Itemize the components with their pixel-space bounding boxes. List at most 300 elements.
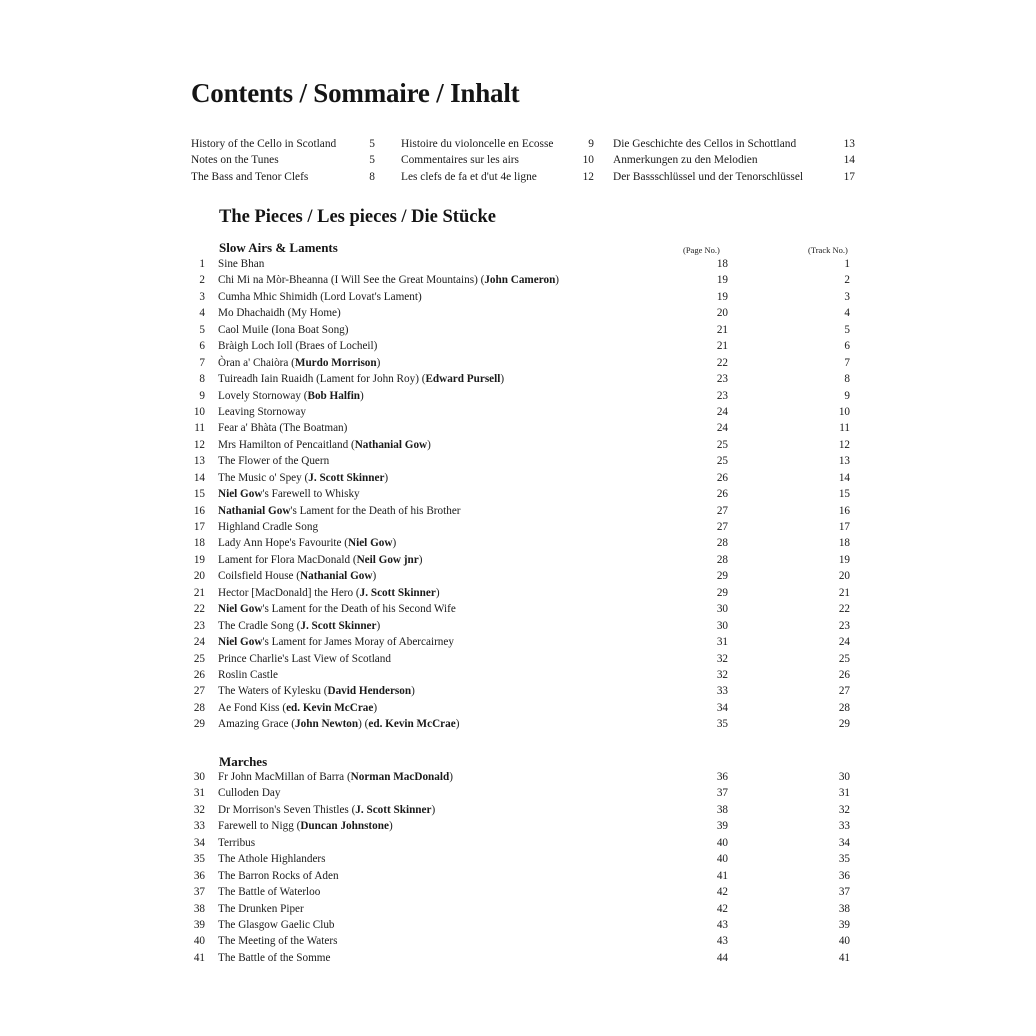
front-matter-page: 5 [369, 138, 375, 150]
front-matter-label: History of the Cello in Scotland [191, 138, 337, 150]
piece-row [186, 406, 856, 422]
composer-name: J. Scott Skinner [300, 619, 377, 632]
piece-title [218, 837, 255, 849]
piece-number: 3 [199, 290, 205, 303]
front-matter-entry [191, 152, 381, 168]
piece-title [218, 406, 306, 418]
piece-number: 29 [193, 718, 205, 731]
piece-number: 38 [193, 902, 205, 915]
piece-title [218, 603, 456, 615]
piece-track-number: 17 [838, 521, 850, 533]
piece-row [186, 853, 856, 869]
piece-number: 11 [194, 422, 205, 435]
title-text: ) [427, 438, 431, 451]
piece-title [218, 488, 360, 500]
piece-track-number: 1 [844, 258, 850, 270]
piece-track-number: 36 [838, 869, 850, 882]
title-text: Lovely Stornoway ( [218, 389, 308, 402]
title-text: Highland Cradle Song [218, 521, 319, 533]
piece-title [218, 554, 422, 566]
composer-name: Neil Gow jnr [356, 553, 419, 566]
title-text: Chi Mi na Mòr-Bheanna (I Will See the Great Mountains) ( [218, 274, 485, 287]
title-text: Fear a' Bhàta (The Boatman) [218, 422, 348, 435]
piece-track-number: 11 [839, 422, 850, 435]
title-text: ) [376, 619, 381, 632]
piece-title [218, 820, 393, 832]
piece-track-number: 37 [838, 886, 850, 899]
piece-track-number: 28 [838, 701, 850, 714]
piece-track-number: 8 [844, 373, 850, 386]
front-matter-label: Die Geschichte des Cellos in Schottland [613, 138, 797, 150]
piece-track-number: 2 [844, 274, 850, 287]
piece-track-number: 20 [838, 570, 850, 583]
piece-number: 1 [199, 258, 205, 270]
title-text: Lady Ann Hope's Favourite ( [218, 537, 349, 550]
composer-name: John Cameron [484, 274, 556, 287]
piece-row [186, 488, 856, 504]
piece-page-number: 28 [716, 537, 728, 550]
piece-number: 2 [199, 274, 205, 287]
front-matter-entry [613, 152, 857, 168]
piece-track-number: 9 [844, 389, 850, 402]
marches-list [186, 771, 856, 968]
piece-row [186, 455, 856, 471]
piece-page-number: 25 [716, 438, 728, 451]
title-text: ) [376, 356, 381, 369]
piece-page-number: 44 [716, 951, 728, 964]
piece-track-number: 7 [844, 356, 850, 369]
piece-title [218, 521, 318, 533]
title-text: ) [384, 471, 389, 484]
piece-title [218, 258, 264, 270]
title-text: ) [411, 685, 415, 698]
piece-number: 32 [193, 803, 205, 816]
piece-page-number: 18 [716, 258, 728, 270]
piece-page-number: 29 [716, 570, 728, 583]
piece-page-number: 30 [716, 603, 728, 616]
front-matter-entry [191, 169, 381, 185]
page-number-header: (Page No.) [683, 245, 720, 255]
title-text: ) [360, 389, 364, 402]
piece-track-number: 13 [838, 455, 850, 468]
front-matter-page: 9 [588, 138, 594, 150]
piece-row [186, 919, 856, 935]
piece-row [186, 935, 856, 951]
piece-page-number: 39 [716, 820, 728, 833]
piece-page-number: 43 [716, 935, 728, 948]
piece-page-number: 31 [716, 636, 728, 649]
title-text: Sine Bhan [218, 258, 265, 270]
title-text: ) [455, 718, 460, 731]
piece-row [186, 886, 856, 902]
title-text: Ae Fond Kiss ( [218, 701, 287, 714]
piece-row [186, 837, 856, 853]
piece-track-number: 41 [838, 951, 850, 964]
composer-name: Niel Gow [348, 537, 393, 550]
piece-track-number: 32 [838, 803, 850, 816]
piece-row [186, 274, 856, 290]
piece-number: 18 [193, 537, 205, 550]
piece-title [218, 952, 330, 964]
front-matter-page: 8 [369, 170, 375, 183]
pieces-heading: The Pieces / Les pieces / Die Stücke [219, 207, 496, 227]
piece-track-number: 18 [838, 537, 850, 550]
piece-track-number: 10 [838, 405, 850, 418]
piece-title [218, 340, 377, 352]
title-text: Òran a' Chaiòra ( [218, 356, 295, 369]
front-matter-label: Histoire du violoncelle en Ecosse [401, 138, 554, 150]
front-matter-label: Commentaires sur les airs [401, 154, 519, 167]
piece-track-number: 25 [838, 652, 850, 665]
front-matter-label: The Bass and Tenor Clefs [191, 170, 309, 183]
piece-page-number: 20 [716, 307, 728, 320]
piece-page-number: 19 [716, 290, 728, 303]
piece-page-number: 30 [716, 619, 728, 632]
title-text: The Waters of Kylesku ( [218, 685, 328, 698]
title-text: Culloden Day [218, 787, 281, 800]
slow-airs-list [186, 258, 856, 735]
title-text: Mrs Hamilton of Pencaitland ( [218, 438, 355, 451]
composer-name: Norman MacDonald [350, 771, 450, 783]
piece-row [186, 653, 856, 669]
piece-page-number: 33 [716, 685, 728, 698]
piece-number: 14 [193, 471, 205, 484]
piece-number: 24 [193, 636, 205, 649]
piece-page-number: 40 [716, 853, 728, 866]
piece-title [218, 870, 339, 882]
piece-title [218, 357, 380, 369]
piece-title [218, 570, 376, 582]
piece-title [218, 291, 422, 303]
piece-number: 13 [193, 455, 205, 468]
title-text: The Glasgow Gaelic Club [218, 918, 335, 931]
piece-number: 22 [193, 603, 205, 616]
piece-page-number: 41 [716, 869, 728, 882]
piece-title [218, 274, 559, 286]
title-text: ) [435, 586, 440, 599]
piece-row [186, 587, 856, 603]
composer-name: Nathanial Gow [300, 570, 373, 583]
title-text: ) [431, 803, 436, 816]
piece-row [186, 870, 856, 886]
piece-title [218, 390, 364, 402]
title-text: ) ( [358, 718, 369, 731]
title-text: The Battle of Waterloo [218, 886, 321, 899]
composer-name: John Newton [295, 718, 359, 731]
piece-page-number: 35 [716, 718, 728, 731]
piece-number: 36 [193, 869, 205, 882]
piece-track-number: 39 [838, 918, 850, 931]
piece-page-number: 24 [716, 405, 728, 418]
front-matter-page: 12 [582, 170, 594, 183]
piece-number: 41 [193, 951, 205, 964]
title-text: 's Lament for the Death of his Brother [290, 504, 461, 517]
piece-page-number: 28 [716, 553, 728, 566]
piece-number: 30 [193, 771, 205, 783]
piece-title [218, 804, 435, 816]
title-text: Tuireadh Iain Ruaidh (Lament for John Roy) ( [218, 373, 426, 386]
piece-title [218, 537, 396, 549]
piece-page-number: 24 [716, 422, 728, 435]
piece-track-number: 3 [844, 290, 850, 303]
piece-track-number: 29 [838, 718, 850, 731]
piece-title [218, 422, 347, 434]
piece-number: 34 [193, 836, 205, 849]
piece-title [218, 853, 326, 865]
piece-page-number: 21 [716, 340, 728, 353]
piece-number: 10 [193, 405, 205, 418]
title-text: The Music o' Spey ( [218, 471, 309, 484]
piece-page-number: 25 [716, 455, 728, 468]
piece-track-number: 6 [844, 340, 850, 353]
composer-name: ed. Kevin McCrae [286, 701, 374, 714]
piece-page-number: 40 [716, 836, 728, 849]
piece-title [218, 718, 459, 730]
piece-number: 8 [199, 373, 205, 386]
piece-title [218, 787, 280, 799]
piece-row [186, 324, 856, 340]
piece-number: 25 [193, 652, 205, 665]
piece-number: 26 [193, 668, 205, 681]
front-matter-label: Notes on the Tunes [191, 154, 279, 167]
piece-row [186, 804, 856, 820]
piece-number: 40 [193, 935, 205, 948]
section-title-slow-airs: Slow Airs & Laments [219, 240, 338, 255]
piece-title [218, 636, 454, 648]
piece-track-number: 26 [838, 668, 850, 681]
piece-number: 19 [193, 553, 205, 566]
piece-page-number: 29 [716, 586, 728, 599]
piece-track-number: 22 [838, 603, 850, 616]
front-matter-entry [613, 169, 857, 185]
piece-number: 20 [193, 570, 205, 583]
piece-page-number: 19 [716, 274, 728, 287]
piece-title [218, 455, 329, 467]
piece-track-number: 24 [838, 636, 850, 649]
piece-row [186, 771, 856, 787]
composer-name: David Henderson [327, 685, 412, 698]
title-text: The Athole Highlanders [218, 853, 326, 866]
piece-page-number: 43 [716, 918, 728, 931]
title-text: The Cradle Song ( [218, 619, 301, 632]
composer-name: Nathanial Gow [218, 504, 291, 517]
piece-page-number: 21 [716, 323, 728, 336]
piece-title [218, 505, 461, 517]
composer-name: Duncan Johnstone [300, 820, 389, 833]
piece-track-number: 4 [844, 307, 850, 320]
composer-name: Nathanial Gow [354, 438, 428, 451]
piece-number: 4 [199, 307, 205, 320]
title-text: 's Lament for the Death of his Second Wife [262, 603, 456, 616]
title-text: The Drunken Piper [218, 902, 304, 915]
piece-number: 28 [193, 701, 205, 714]
piece-title [218, 324, 349, 336]
piece-number: 15 [193, 488, 205, 501]
title-text: Amazing Grace ( [218, 718, 296, 731]
piece-row [186, 903, 856, 919]
composer-name: Niel Gow [218, 636, 263, 649]
piece-number: 27 [193, 685, 205, 698]
piece-title [218, 472, 388, 484]
front-matter-english [191, 136, 381, 185]
track-number-header: (Track No.) [808, 245, 848, 255]
piece-title [218, 620, 380, 632]
piece-track-number: 14 [838, 471, 850, 484]
piece-number: 39 [193, 918, 205, 931]
piece-number: 6 [199, 340, 205, 353]
piece-track-number: 5 [844, 323, 850, 336]
front-matter-label: Les clefs de fa et d'ut 4e ligne [401, 170, 537, 183]
piece-page-number: 27 [716, 504, 728, 517]
piece-title [218, 771, 453, 783]
title-text: ) [555, 274, 560, 287]
piece-track-number: 19 [838, 553, 850, 566]
piece-number: 31 [193, 787, 205, 800]
piece-track-number: 16 [838, 504, 850, 517]
piece-track-number: 30 [838, 771, 850, 783]
piece-row [186, 390, 856, 406]
title-text: Roslin Castle [218, 668, 278, 681]
title-text: Bràigh Loch Ioll (Braes of Locheil) [218, 340, 378, 353]
composer-name: ed. Kevin McCrae [368, 718, 456, 731]
front-matter-page: 10 [582, 154, 594, 167]
piece-row [186, 521, 856, 537]
piece-row [186, 422, 856, 438]
piece-row [186, 952, 856, 968]
piece-page-number: 23 [716, 389, 728, 402]
piece-row [186, 307, 856, 323]
piece-row [186, 620, 856, 636]
piece-track-number: 23 [838, 619, 850, 632]
front-matter-entry [191, 136, 381, 152]
piece-row [186, 554, 856, 570]
composer-name: Niel Gow [218, 488, 263, 501]
piece-row [186, 685, 856, 701]
title-text: ) [372, 570, 377, 583]
piece-title [218, 587, 440, 599]
piece-row [186, 718, 856, 734]
piece-number: 21 [193, 586, 205, 599]
piece-number: 23 [193, 619, 205, 632]
composer-name: Murdo Morrison [294, 356, 377, 369]
piece-row [186, 820, 856, 836]
piece-row [186, 373, 856, 389]
piece-title [218, 919, 335, 931]
title-text: Prince Charlie's Last View of Scotland [218, 652, 391, 665]
title-text: Mo Dhachaidh (My Home) [218, 307, 341, 320]
title-text: 's Lament for James Moray of Abercairney [262, 636, 454, 649]
piece-row [186, 340, 856, 356]
front-matter-french [401, 136, 596, 185]
piece-page-number: 37 [716, 787, 728, 800]
title-text: 's Farewell to Whisky [262, 488, 360, 501]
piece-track-number: 27 [838, 685, 850, 698]
title-text: Farewell to Nigg ( [218, 820, 301, 833]
piece-page-number: 38 [716, 803, 728, 816]
front-matter-entry [613, 136, 857, 152]
piece-page-number: 26 [716, 471, 728, 484]
piece-track-number: 33 [838, 820, 850, 833]
piece-number: 35 [193, 853, 205, 866]
composer-name: J. Scott Skinner [308, 471, 385, 484]
title-text: Terribus [218, 836, 256, 849]
piece-row [186, 603, 856, 619]
piece-title [218, 307, 341, 319]
piece-page-number: 27 [716, 521, 728, 533]
title-text: Dr Morrison's Seven Thistles ( [218, 803, 356, 816]
piece-row [186, 537, 856, 553]
title-text: Fr John MacMillan of Barra ( [218, 771, 351, 783]
title-text: Leaving Stornoway [218, 405, 306, 418]
composer-name: Edward Pursell [425, 373, 501, 386]
piece-row [186, 787, 856, 803]
piece-page-number: 34 [716, 701, 728, 714]
piece-page-number: 23 [716, 373, 728, 386]
piece-title [218, 373, 504, 385]
front-matter-label: Anmerkungen zu den Melodien [613, 154, 758, 167]
title-text: Cumha Mhic Shimidh (Lord Lovat's Lament) [218, 290, 422, 303]
piece-track-number: 21 [838, 586, 850, 599]
front-matter-entry [401, 136, 596, 152]
front-matter-label: Der Bassschlüssel und der Tenorschlüssel [613, 170, 804, 183]
front-matter-entry [401, 152, 596, 168]
piece-row [186, 570, 856, 586]
piece-row [186, 439, 856, 455]
piece-row [186, 291, 856, 307]
piece-number: 5 [199, 323, 205, 336]
title-text: ) [373, 701, 378, 714]
piece-row [186, 357, 856, 373]
composer-name: Niel Gow [218, 603, 263, 616]
piece-page-number: 42 [716, 886, 728, 899]
piece-title [218, 653, 391, 665]
piece-track-number: 40 [838, 935, 850, 948]
piece-number: 33 [193, 820, 205, 833]
piece-row [186, 472, 856, 488]
front-matter-page: 13 [843, 138, 855, 150]
piece-number: 16 [193, 504, 205, 517]
piece-track-number: 35 [838, 853, 850, 866]
front-matter-entry [401, 169, 596, 185]
piece-page-number: 26 [716, 488, 728, 501]
piece-title [218, 439, 431, 451]
front-matter-german [613, 136, 857, 185]
page-title: Contents / Sommaire / Inhalt [191, 78, 520, 108]
title-text: ) [388, 820, 393, 833]
composer-name: J. Scott Skinner [359, 586, 436, 599]
piece-row [186, 636, 856, 652]
title-text: The Meeting of the Waters [218, 935, 338, 948]
piece-row [186, 258, 856, 274]
piece-title [218, 935, 337, 947]
piece-page-number: 22 [716, 356, 728, 369]
piece-title [218, 903, 304, 915]
composer-name: J. Scott Skinner [355, 803, 432, 816]
title-text: The Flower of the Quern [218, 455, 330, 468]
piece-page-number: 36 [716, 771, 728, 783]
section-title-marches: Marches [219, 754, 268, 769]
piece-title [218, 669, 278, 681]
piece-title [218, 886, 320, 898]
piece-number: 17 [193, 521, 205, 533]
composer-name: Bob Halfin [307, 389, 361, 402]
title-text: Caol Muile (Iona Boat Song) [218, 323, 349, 336]
piece-track-number: 38 [838, 902, 850, 915]
piece-number: 12 [193, 438, 205, 451]
piece-number: 9 [199, 389, 205, 402]
title-text: ) [418, 553, 423, 566]
title-text: Lament for Flora MacDonald ( [218, 553, 357, 566]
